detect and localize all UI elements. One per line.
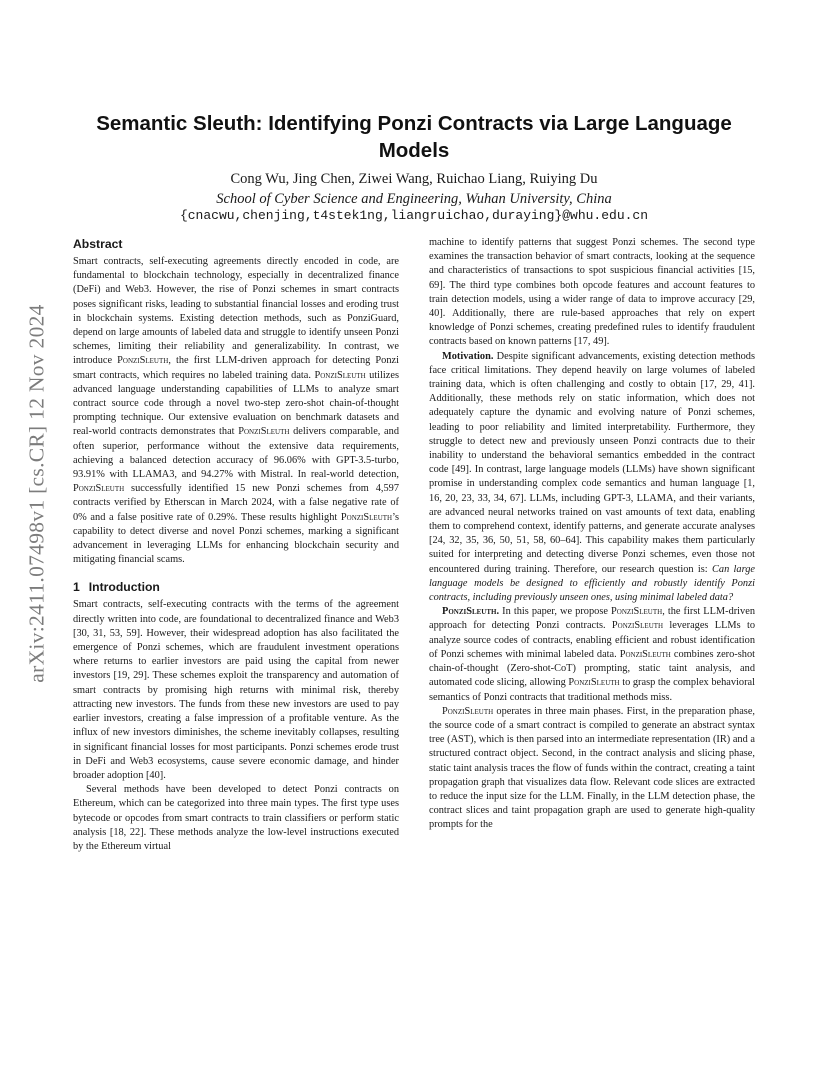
introduction-heading [73,579,399,595]
system-name: PonziSleuth [611,606,663,618]
section-title: Introduction [88,580,160,595]
right-column [429,236,755,833]
author-list: Cong Wu, Jing Chen, Ziwei Wang, Ruichao Liang, Ruiying Du [230,171,598,187]
motivation-paragraph [429,350,755,606]
affiliation: School of Cyber Science and Engineering, Wuhan University, China [216,191,612,207]
ponzisleuth-lead: PonziSleuth. [442,606,500,618]
intro-paragraph-1: Smart contracts, self-executing contracts with the terms of the agreement directly written into code, are foundational to decentralized finance and Web3 [30, 31, 53, 59]. However, their widespread adoption has also facilitated the emergence of Ponzi schemes, which are fraudulent investment operations where returns to earlier investors are paid using the capital from newer investors [19, 29]. These schemes exploit the transparency and automation of smart contracts by promising high returns with minimal risk, thereby attracting new investors. The funds from these new investors are used to pay earlier investors, creating a false impression of a profitable venture. As the influx of new investors diminishes, the scheme inevitably collapses, resulting in significant financial losses for most participants. Ponzi schemes erode trust in DeFi and Web3 ecosystems, cause severe economic damage, and hinder broader adoption [40]. [73,599,399,781]
system-name: PonziSleuth [568,677,620,689]
system-name: PonziSleuth [314,369,366,381]
left-column [73,236,399,854]
system-name: PonziSleuth [340,511,393,523]
system-name: PonziSleuth [117,355,169,367]
system-name: PonziSleuth [611,620,664,632]
system-name: PonziSleuth [73,483,125,495]
ponzisleuth-text: In this paper, we propose PonziSleuth, the first LLM-driven approach for detecting Ponzi contracts. PonziSleuth leverages LLMs to analyze source codes of contracts, enabling efficient and robust identification of Ponzi schemes with minimal labeled data. PonziSleuth combines zero-shot chain-of-thought (Zero-shot-CoT) prompting, static taint analysis, and automated code slicing, allowing PonziSleuth to grasp the complex behavioral semantics of Ponzi contracts that traditional methods miss. [429,606,755,703]
author-emails: {cnacwu,chenjing,t4stek1ng,liangruichao,duraying}@whu.edu.cn [179,208,649,223]
research-question: Can large language models be designed to efficiently and robustly identify Ponzi contracts, including previously unseen ones, using minimal labeled data? [429,563,755,604]
abstract-heading: Abstract [73,237,123,251]
arxiv-identifier [24,283,50,703]
paper-title: Semantic Sleuth: Identifying Ponzi Contracts via Large Language Models [96,112,732,162]
section-number: 1 [73,580,80,595]
system-name: PonziSleuth [619,648,671,660]
arxiv-identifier-text: arXiv:2411.07498v1 [cs.CR] 12 Nov 2024 [24,303,49,683]
abstract-text: Smart contracts, self-executing agreements directly encoded in code, are fundamental to blockchain technology, especially in decentralized finance (DeFi) and Web3. However, the rise of Ponzi schemes in smart contracts poses significant risks, leading to substantial financial losses and eroding trust in blockchain systems. Existing detection methods, such as PonziGuard, depend on large amounts of labeled data and struggle to identify unseen Ponzi schemes, limiting their reliability and generalizability. In contrast, we introduce PonziSleuth, the first LLM-driven approach for detecting Ponzi smart contracts, which requires no labeled training data. PonziSleuth utilizes advanced language understanding capabilities of LLMs to analyze smart contract source code through a novel two-step zero-shot chain-of-thought prompting technique. Our extensive evaluation on benchmark datasets and real-world contracts demonstrates that PonziSleuth delivers comparable, and often superior, performance without the extensive data requirements, achieving a balanced detection accuracy of 96.06% with GPT-3.5-turbo, 93.91% with LLAMA3, and 94.27% with Mistral. In real-world detection, PonziSleuth successfully identified 15 new Ponzi schemes from 4,597 contracts verified by Etherscan in March 2024, with a false negative rate of 0% and a false positive rate of 0.29%. These results highlight PonziSleuth’s capability to detect diverse and novel Ponzi schemes, marking a significant advancement in leveraging LLMs for enhancing blockchain security and mitigating financial scams. [73,256,399,566]
motivation-text: Despite significant advancements, existing detection methods face critical limitations. They depend heavily on large volumes of labeled training data, which is often challenging and costly to obtain [17, 29, 41]. Additionally, these methods rely on static information, which does not adequately capture the dynamic and evolving nature of Ponzi schemes, leading to poor reliability and limited interpretability. Furthermore, they struggle to detect new and previously unseen Ponzi contracts due to their inability to understand the behavioral semantics embedded in the contract code [49]. In contrast, large language models (LLMs) have shown significant promise in understanding complex code semantics and human language [1, 16, 20, 23, 33, 34, 67]. LLMs, including GPT-3, LLAMA, and their variants, are advanced neural networks trained on vast amounts of text data, enabling them to comprehend context, identify patterns, and generate accurate analyses [24, 32, 35, 36, 50, 51, 58, 60–64]. This capability makes them particularly suited for interpreting and detecting diverse Ponzi schemes, even those not encountered during training. Therefore, our research question is: [429,350,755,575]
system-name: PonziSleuth [442,705,494,717]
intro-paragraph-2-continued: machine to identify patterns that suggest Ponzi schemes. The second type examines the transaction behavior of smart contracts, looking at the sequence and characteristics of transactions to spot suspicious financial activities [15, 69]. The third type combines both opcode features and account features to train detection models, using a wider range of data to improve accuracy [29, 40]. Additionally, there are rule-based approaches that rely on expert knowledge of Ponzi schemes, creating predefined rules to identify fraudulent contracts based on known patterns [17, 49]. [429,237,755,348]
system-name: PonziSleuth [238,426,290,438]
ponzisleuth-paragraph [429,605,755,704]
intro-paragraph-2: Several methods have been developed to detect Ponzi contracts on Ethereum, which can be categorized into three main types. The first type uses bytecode or opcodes from smart contracts to train classifiers or perform static analysis [18, 22]. These methods analyze the low-level instructions executed by the Ethereum virtual [73,784,399,852]
phases-paragraph: PonziSleuth operates in three main phases. First, in the preparation phase, the source code of a smart contract is compiled to generate an abstract syntax tree (AST), which is then parsed into an intermediate representation (IR) and a structured contract object. Second, in the contract analysis and slicing phase, static taint analysis traces the flow of funds within the contract, creating a taint propagation graph that visualizes data flow. Relevant code slices are extracted to reduce the input size for the LLM. Finally, in the LLM detection phase, the contract slices and taint propagation graph are used to generate high-quality prompts for the [429,705,755,831]
motivation-lead: Motivation. [442,350,494,362]
